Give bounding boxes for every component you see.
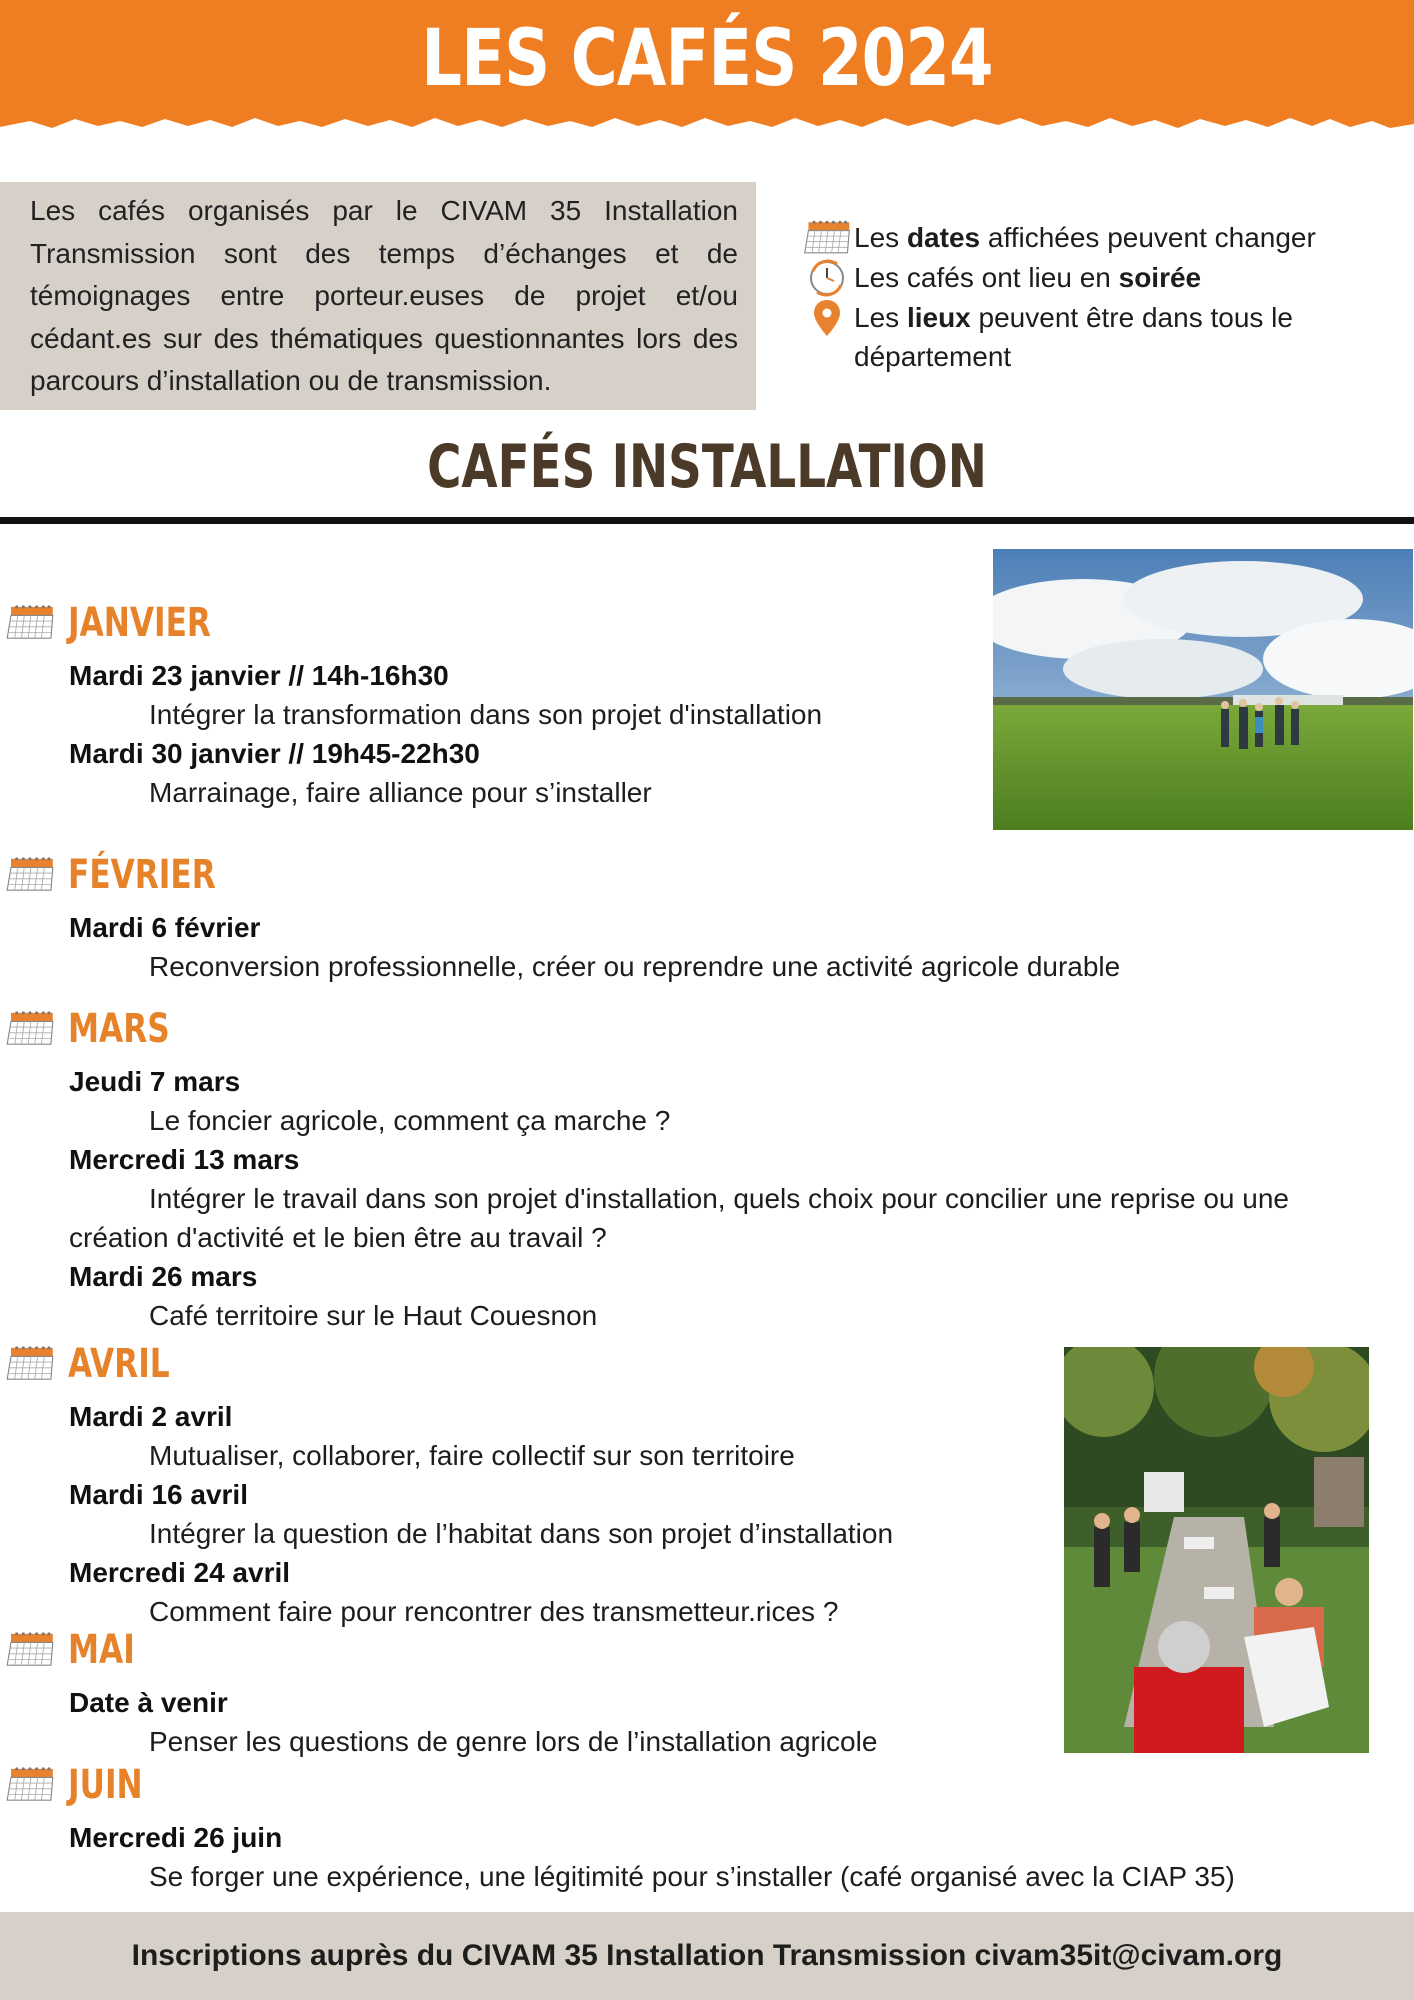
month-mai [0,1627,877,1761]
month-title: FÉVRIER [68,852,216,898]
section-title: CAFÉS INSTALLATION [427,432,987,502]
month-title: MARS [68,1006,170,1052]
event-topic: Intégrer la question de l’habitat dans son projet d’installation [149,1518,894,1549]
event-date: Jeudi 7 mars [69,1066,241,1097]
event-topic: Le foncier agricole, comment ça marche ? [149,1105,671,1136]
month-title: JANVIER [68,600,211,646]
note-soiree-bold: soirée [1118,262,1202,293]
event-date: Mercredi 13 mars [69,1144,300,1175]
month-title: AVRIL [68,1341,170,1387]
month-title: MAI [68,1627,135,1673]
event-topic: Se forger une expérience, une légitimité pour s’installer (café organisé avec la CIAP 35) [149,1861,1235,1892]
month-avril [0,1341,893,1631]
event-date: Date à venir [69,1687,228,1718]
calendar-icon [2,1009,58,1049]
location-pin-icon [800,298,854,338]
footer-bar [0,1912,1414,2000]
month-juin [0,1762,1235,1896]
calendar-icon [2,1344,58,1384]
calendar-icon [800,218,854,258]
note-soiree: Les cafés ont lieu en soirée [800,258,1400,298]
event-date: Mardi 6 février [69,912,261,943]
header-banner [0,0,1414,140]
event-topic: Marrainage, faire alliance pour s’installer [149,777,652,808]
event-topic: Comment faire pour rencontrer des transmetteur.rices ? [149,1596,839,1627]
calendar-icon [2,1630,58,1670]
note-dates: Les dates affichées peuvent changer [800,218,1400,258]
note-dates-bold: dates [906,222,981,253]
note-lieux: Les lieux peuvent être dans tous le département [800,298,1400,376]
event-date: Mardi 16 avril [69,1479,248,1510]
calendar-icon [2,855,58,895]
event-date: Mercredi 26 juin [69,1822,283,1853]
month-mars [0,1006,1370,1335]
event-date: Mercredi 24 avril [69,1557,291,1588]
event-topic: Café territoire sur le Haut Couesnon [149,1300,598,1331]
calendar-icon [2,603,58,643]
page-title: LES CAFÉS 2024 [421,14,993,104]
event-date: Mardi 23 janvier // 14h-16h30 [69,660,449,691]
event-date: Mardi 2 avril [69,1401,233,1432]
event-topic: Mutualiser, collaborer, faire collectif sur son territoire [149,1440,795,1471]
calendar-icon [2,1765,58,1805]
field-photo [993,549,1413,830]
intro-text: Les cafés organisés par le CIVAM 35 Installation Transmission sont des temps d’échanges et de témoignages entre porteur.euses de projet et/ou cédant.es sur des thématiques questionnantes lors des parcours d’installation ou de transmission. [30,195,738,396]
month-title: JUIN [68,1762,143,1808]
footer-contact: Inscriptions auprès du CIVAM 35 Installation Transmission civam35it@civam.org [131,1939,1283,1972]
event-topic: Intégrer le travail dans son projet d'installation, quels choix pour concilier une reprise ou une création d'activité et le bien être au travail ? [69,1183,1290,1253]
event-date: Mardi 26 mars [69,1261,258,1292]
event-topic: Penser les questions de genre lors de l’installation agricole [149,1726,878,1757]
event-date: Mardi 30 janvier // 19h45-22h30 [69,738,480,769]
note-lieux-bold: lieux [906,302,971,333]
section-divider [0,517,1414,524]
month-janvier [0,600,822,812]
event-topic: Reconversion professionnelle, créer ou reprendre une activité agricole durable [149,951,1121,982]
clock-icon [800,258,854,298]
month-fevrier [0,852,1120,986]
intro-box [0,182,756,410]
event-topic: Intégrer la transformation dans son projet d'installation [149,699,823,730]
meeting-photo [1064,1347,1369,1753]
notes-list [800,218,1400,376]
